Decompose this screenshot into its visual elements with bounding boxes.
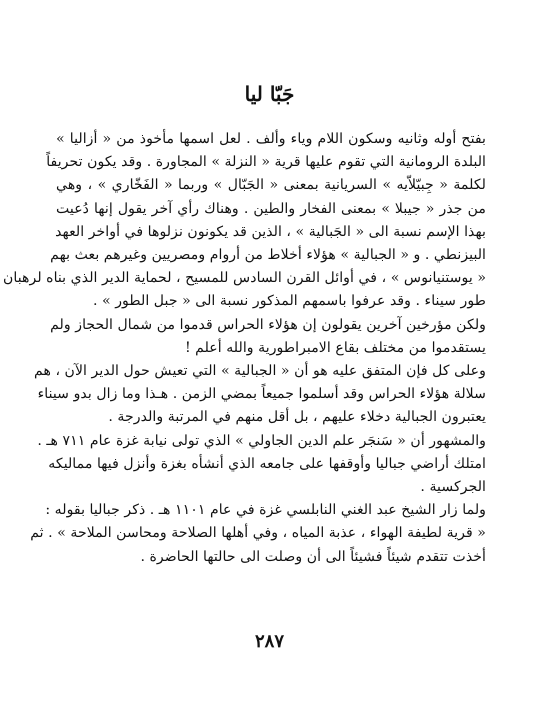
text-line: بفتح أوله وثانيه وسكون اللام وياء وألف . لعل اسمها مأخوذ من « أزاليا » [56,131,486,147]
text-line: ولكن مؤرخين آخرين يقولون إن هؤلاء الحراس قدموا من شمال الحجاز ولم [50,316,486,333]
text-line: يعتبرون الجبالية دخلاء عليهم ، بل أقل منهم في المرتبة والدرجة . [108,409,486,426]
text-line: أخذت تتقدم شيئاً فشيئاً الى أن وصلت الى حالتها الحاضرة . [140,548,486,565]
text-line: والمشهور أن « سَنجَر علم الدين الجاولي » الذي تولى نيابة غزة عام ٧١١ هـ . [37,432,486,449]
text-line: « يوستنيانوس » ، في أوائل القرن السادس للمسيح ، لحماية الدير الذي بناه لرهبان [2,270,486,287]
text-line: وعلى كل فإن المتفق عليه هو أن « الجبالية » التي تعيش حول الدير الآن ، هم [34,363,486,380]
text-line: طور سيناء . وقد عرفوا باسمهم المذكور نسبة الى « جبل الطور » . [92,293,486,310]
text-line: الجركسية . [420,479,486,496]
text-line: سلالة هؤلاء الحراس وقد أسلموا جميعاً بمضي الزمن . هـذا وما زال بدو سيناء [37,386,486,403]
text-line: لكلمة « جِبيّلاّيه » السريانية بمعنى « الجَبّال » وربما « الفَخّاري » ، وهي [56,177,486,194]
text-line: ولما زار الشيخ عبد الغني النابلسي غزة في عام ١١٠١ هـ . ذكر جباليا بقوله : [45,502,486,519]
text-line: امتلك أراضي جباليا وأوقفها على جامعه الذي أنشأه بغزة وأنزل فيها مماليكه [48,455,486,472]
text-line: يستقدموا من مختلف بقاع الامبراطورية والله أعلم ! [184,339,486,356]
text-line: من جذر « جيبلا » بمعنى الفخار والطين . وهناك رأي آخر يقول إنها دُعيت [56,200,486,217]
body-text [2,128,486,569]
text-line: البيزنطي . و « الجبالية » هؤلاء أخلاط من أروام ومصريين وغيرهم بعث بهم [50,247,486,264]
page-number: ٢٨٧ [254,631,284,652]
text-line: البلدة الرومانية التي تقوم عليها قرية « النزلة » المجاورة . وقد يكون تحريفاً [46,154,486,171]
text-line: بهذا الإسم نسبة الى « الجَبالية » ، الذين قد يكونون نزلوها في أواخر العهد [55,223,486,240]
text-line: « قرية لطيفة الهواء ، عذبة المياه ، وفي أهلها الصلاحة ومحاسن الملاحة » . ثم [30,525,486,542]
page-title: جَبّا ليا [244,82,295,106]
